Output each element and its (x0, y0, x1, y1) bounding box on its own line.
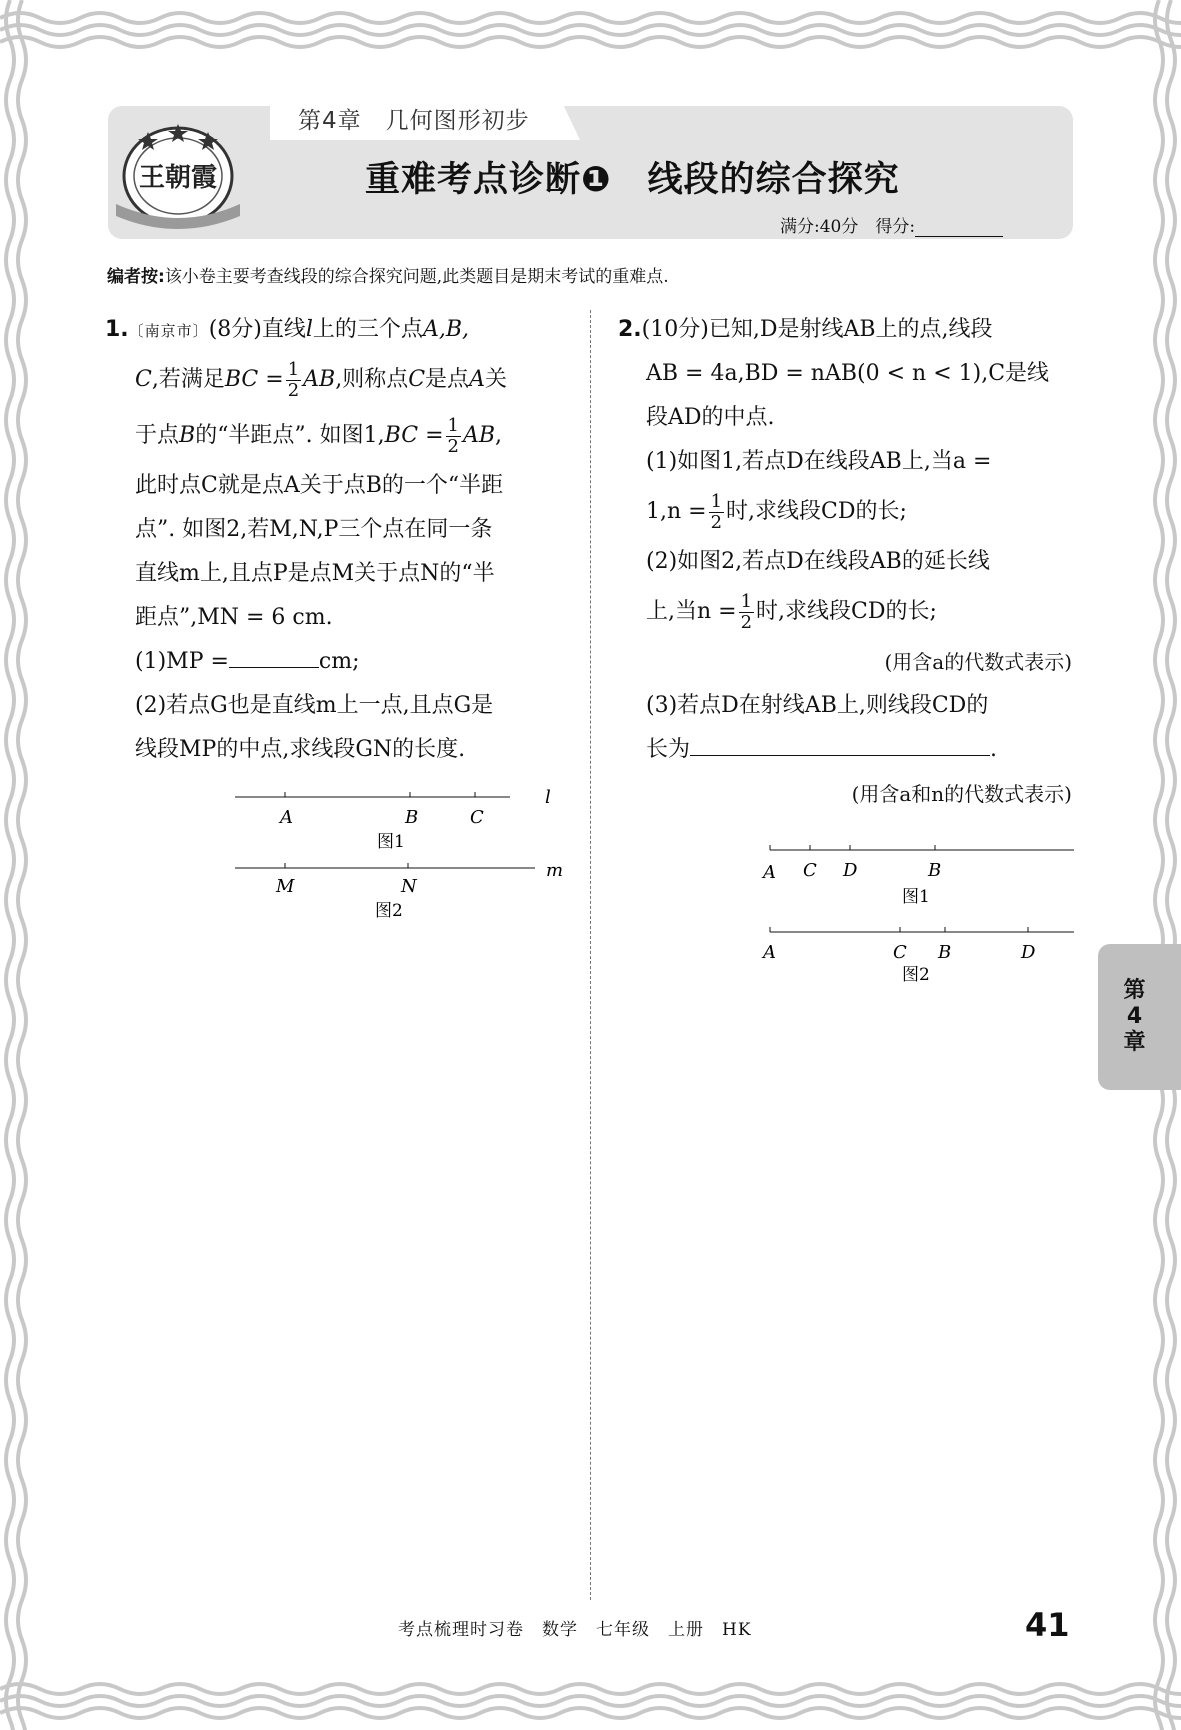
label-A: A (763, 862, 776, 883)
label-D: D (843, 860, 858, 881)
chapter-title: 第4章 几何图形初步 (298, 108, 530, 134)
q2-part-2b: 上,当n = $\frac{1}{2}$ 时,求线段CD的长; (646, 590, 937, 633)
page-frame-bottom (0, 1675, 1181, 1730)
score-line (780, 212, 1003, 237)
page-number: 41 (1025, 1606, 1070, 1644)
q2-part-3-note: (用含a和n的代数式表示) (851, 782, 1072, 806)
q2-part-1a: (1)如图1,若点D在线段AB上,当a = (646, 449, 992, 474)
label-B: B (405, 807, 419, 828)
q2-part-2a: (2)如图2,若点D在线段AB的延长线 (646, 549, 990, 574)
label-m: m (546, 860, 564, 881)
editor-note-label: 编者按: (107, 267, 165, 287)
q2-line-2: AB = 4a,BD = nAB(0 < n < 1),C是线 (646, 361, 1050, 386)
q2-line-1: 2.(10分)已知,D是射线AB上的点,线段 (618, 317, 993, 342)
q1-part-1: (1)MP = cm; (135, 649, 360, 674)
label-C: C (803, 860, 817, 881)
page-frame-right (1151, 0, 1181, 1730)
caption-fig2: 图2 (902, 965, 930, 985)
page-frame-top (0, 0, 1181, 55)
score-label: 得分: (875, 217, 916, 237)
q1-line-7: 距点”,MN = 6 cm. (135, 605, 333, 630)
editor-note (107, 262, 669, 287)
footer-text: 考点梳理时习卷 数学 七年级 上册 HK (398, 1620, 752, 1640)
caption-fig1: 图1 (902, 887, 930, 907)
fraction-half: $\frac{1}{2}$ (740, 590, 753, 633)
label-C: C (893, 942, 907, 963)
fraction-half: $\frac{1}{2}$ (287, 358, 300, 401)
page-title: 重难考点诊断❶ 线段的综合探究 (365, 160, 900, 200)
q1-figure-2 (230, 856, 570, 926)
q1-answer-blank[interactable] (229, 647, 319, 668)
label-C: C (470, 807, 484, 828)
q1-figure-1 (230, 785, 570, 855)
label-A: A (280, 807, 293, 828)
logo-text: 王朝霞 (138, 163, 218, 193)
q1-line-3: 于点B的“半距点”. 如图1,BC = $\frac{1}{2}$ AB, (135, 414, 503, 457)
side-tab-text-2: 4 (1126, 1004, 1143, 1029)
label-B: B (938, 942, 952, 963)
caption-fig1: 图1 (377, 832, 405, 852)
side-tab-text-3: 章 (1123, 1030, 1146, 1055)
label-D: D (1021, 942, 1036, 963)
q2-line-3: 段AD的中点. (646, 405, 775, 430)
label-N: N (401, 876, 417, 897)
q1-line-5: 点”. 如图2,若M,N,P三个点在同一条 (135, 517, 493, 542)
full-score: 满分:40分 (780, 217, 859, 237)
chapter-side-tab[interactable] (1098, 944, 1181, 1090)
q1-part-2b: 线段MP的中点,求线段GN的长度. (135, 737, 466, 762)
caption-fig2: 图2 (375, 901, 403, 921)
label-l: l (545, 787, 551, 808)
label-M: M (276, 876, 295, 897)
fraction-half: $\frac{1}{2}$ (447, 414, 459, 457)
q1-line-1: 1.〔南京市〕(8分)直线l上的三个点A,B, (105, 317, 469, 342)
q1-line-6: 直线m上,且点P是点M关于点N的“半 (135, 561, 495, 586)
label-B: B (928, 860, 942, 881)
question-2 (618, 308, 1078, 816)
q2-part-3a: (3)若点D在射线AB上,则线段CD的 (646, 693, 989, 718)
brand-logo (108, 112, 248, 237)
score-blank[interactable] (915, 220, 1003, 237)
editor-note-text: 该小卷主要考查线段的综合探究问题,此类题目是期末考试的重难点. (164, 267, 669, 287)
q1-line-2: C,若满足BC = $\frac{1}{2}$ AB,则称点C是点A关 (135, 358, 507, 401)
question-1 (105, 308, 575, 772)
q2-part-2-note: (用含a的代数式表示) (884, 650, 1072, 674)
q1-line-4: 此时点C就是点A关于点B的一个“半距 (135, 473, 504, 498)
page-frame-left (0, 0, 30, 1730)
q2-figure-1 (760, 840, 1080, 910)
column-divider (590, 310, 591, 1600)
q2-answer-blank[interactable] (690, 735, 990, 756)
q1-part-2a: (2)若点G也是直线m上一点,且点G是 (135, 693, 494, 718)
side-tab-text-1: 第 (1123, 978, 1146, 1003)
fraction-half: $\frac{1}{2}$ (710, 490, 723, 533)
label-A: A (763, 942, 776, 963)
q2-part-1b: 1,n = $\frac{1}{2}$ 时,求线段CD的长; (646, 490, 907, 533)
q2-part-3b: 长为 . (646, 737, 998, 762)
q2-figure-2 (760, 922, 1080, 992)
